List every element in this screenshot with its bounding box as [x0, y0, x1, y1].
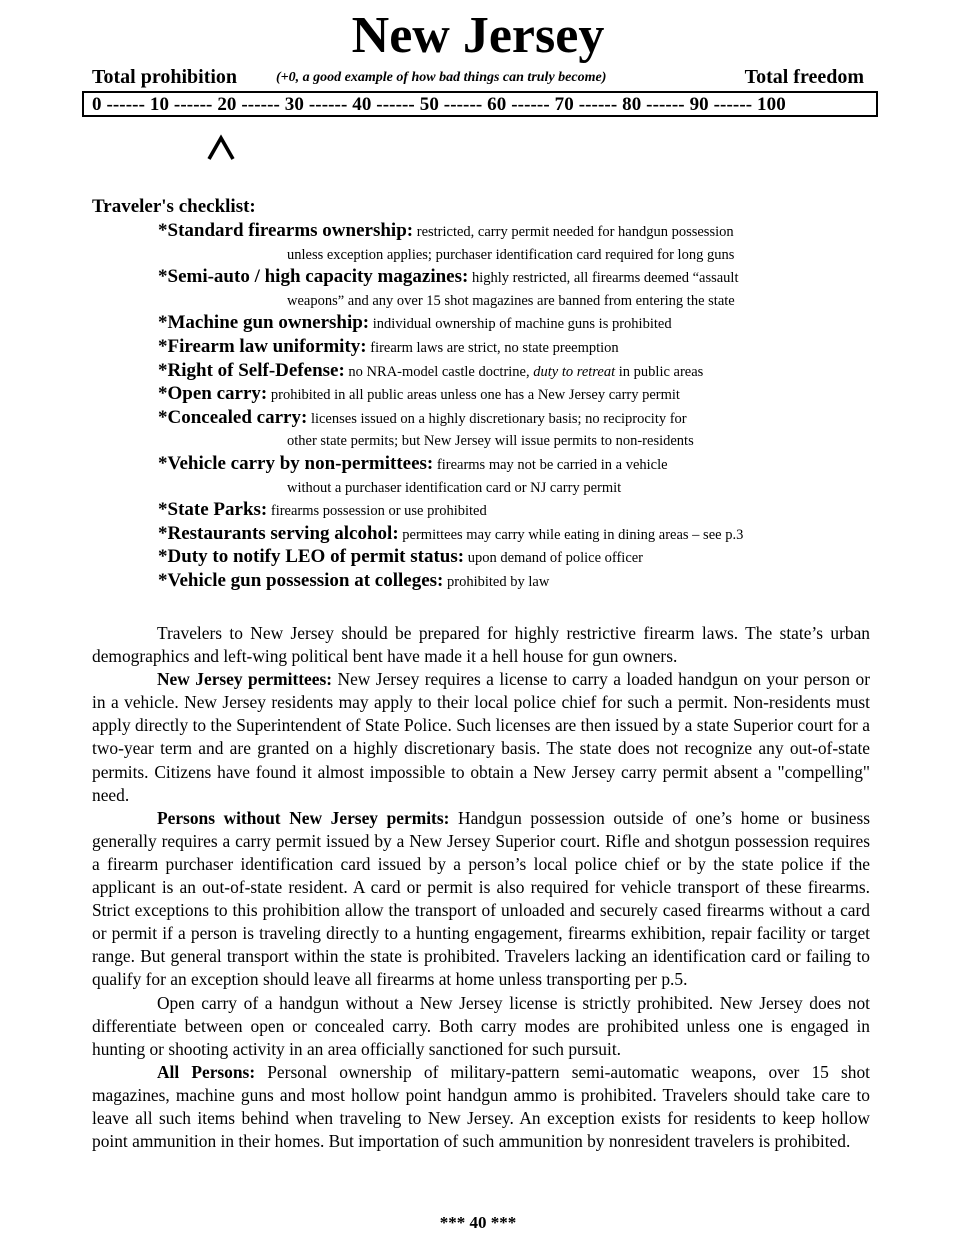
checklist-desc: prohibited by law [447, 573, 550, 590]
rating-scale-box [82, 91, 878, 117]
checklist-term: *Concealed carry: [158, 406, 308, 428]
checklist-desc-continued: unless exception applies; purchaser identification card required for long guns [287, 246, 735, 263]
checklist-desc: upon demand of police officer [467, 550, 644, 567]
scale-note: (+0, a good example of how bad things can truly become) [276, 70, 607, 85]
checklist-item [158, 546, 878, 570]
checklist-term: *Vehicle gun possession at colleges: [158, 569, 444, 591]
checklist-desc: no NRA-model castle doctrine, [348, 363, 530, 380]
checklist-desc: restricted, carry permit needed for handgun possession [416, 224, 734, 240]
rating-marker-icon [206, 134, 236, 162]
checklist-term: *Semi-auto / high capacity magazines: [158, 266, 469, 288]
checklist-desc: individual ownership of machine guns is prohibited [372, 316, 672, 333]
checklist-desc-continued: other state permits; but New Jersey will issue permits to non-residents [287, 433, 694, 450]
checklist-item [158, 383, 878, 407]
checklist-item [158, 220, 878, 266]
checklist-term: *State Parks: [158, 499, 268, 521]
checklist-desc-continued: without a purchaser identification card or NJ carry permit [287, 479, 622, 496]
checklist-item [158, 266, 878, 312]
rating-scale-header [92, 66, 864, 90]
checklist-item [158, 499, 878, 523]
checklist-item [158, 453, 878, 499]
checklist-item [158, 570, 878, 594]
paragraph-text: Personal ownership of military-pattern semi-automatic weapons, over 15 shot magazines, machine guns and most hollow point handgun ammo is prohibited. Travelers should take care to leave all such items behind when traveling to New Jersey. An exception exists for residents to keep hollow point ammunition in their homes. But importation of such ammunition by nonresident travelers is prohibited. [92, 1061, 870, 1152]
checklist-desc: in public areas [618, 363, 704, 380]
paragraph-nj-permittees [92, 668, 870, 807]
paragraph-text: Travelers to New Jersey should be prepared for highly restrictive firearm laws. The state’s urban demographics and left-wing political bent have made it a hell house for gun owners. [92, 623, 870, 667]
paragraph-open-carry [92, 992, 870, 1061]
checklist-term: *Standard firearms ownership: [158, 220, 414, 241]
checklist-desc: firearms possession or use prohibited [270, 503, 487, 520]
checklist-desc: highly restricted, all firearms deemed “assault [471, 270, 739, 287]
checklist-desc: firearm laws are strict, no state preemption [370, 339, 619, 356]
checklist-desc-emphasis: duty to retreat [533, 363, 616, 380]
scale-right-label: Total freedom [744, 66, 864, 88]
travelers-checklist [158, 220, 878, 594]
page-title: New Jersey [351, 7, 605, 64]
paragraph-intro [92, 622, 870, 668]
paragraph-text: Handgun possession outside of one’s home or business generally requires a carry permit issued by a New Jersey Superior court. Rifle and shotgun possession requires a firearm purchaser identification card issued by a person’s local police chief or by the state police if the applicant is an out-of-state resident. A card or permit is also required for vehicle transport of these firearms. Strict exceptions to this prohibition allow the transport of unloaded and securely cased firearms without a card or permit if a person is traveling directly to a hunting engagement, firearms exhibition, repair facility or target range. But general transport within the state is prohibited. Travelers lacking an identification card or failing to qualify for an exception should leave all firearms at home unless transporting per p.5. [92, 807, 870, 990]
rating-scale-numbers: 0 ------ 10 ------ 20 ------ 30 ------ 40 ------ 50 ------ 60 ------ 70 ------ 80 ------ 90 ------ 100 [92, 94, 786, 115]
scale-left-label: Total prohibition [92, 66, 238, 88]
checklist-term: *Vehicle carry by non-permittees: [158, 452, 434, 474]
checklist-item [158, 407, 878, 453]
checklist-term: *Machine gun ownership: [158, 312, 370, 334]
checklist-heading: Traveler's checklist: [92, 196, 256, 217]
checklist-desc: prohibited in all public areas unless one has a New Jersey carry permit [270, 387, 680, 404]
checklist-term: *Open carry: [158, 383, 268, 405]
checklist-item [158, 523, 878, 547]
checklist-desc: licenses issued on a highly discretionary basis; no reciprocity for [310, 410, 687, 427]
checklist-term: *Duty to notify LEO of permit status: [158, 546, 465, 568]
body-text [92, 622, 870, 1153]
paragraph-all-persons [92, 1061, 870, 1153]
checklist-term: *Firearm law uniformity: [158, 335, 367, 357]
checklist-item [158, 312, 878, 336]
checklist-desc: firearms may not be carried in a vehicle [436, 456, 668, 473]
checklist-item [158, 360, 878, 384]
paragraph-text: Open carry of a handgun without a New Jersey license is strictly prohibited. New Jersey does not differentiate between open or concealed carry. Both carry modes are prohibited unless one is engaged in hunting or shooting activity in an area officially sanctioned for such pursuit. [92, 992, 870, 1059]
paragraph-lead: All Persons: [157, 1061, 256, 1082]
paragraph-lead: New Jersey permittees: [157, 669, 333, 690]
paragraph-non-permittees [92, 807, 870, 992]
paragraph-text: New Jersey requires a license to carry a loaded handgun on your person or in a vehicle. New Jersey residents may apply to their local police chief for such a permit. Non-residents must apply directly to the Superintendent of State Police. Such licenses are then issued by a state Superior court for a two-year term and are granted on a highly discretionary basis. The state does not recognize any out-of-state permits. Citizens have found it almost impossible to obtain a New Jersey carry permit absent a "compelling" need. [92, 669, 870, 805]
checklist-term: *Restaurants serving alcohol: [158, 522, 399, 544]
page-number: *** 40 *** [439, 1213, 517, 1232]
checklist-desc-continued: weapons” and any over 15 shot magazines are banned from entering the state [287, 292, 735, 309]
checklist-term: *Right of Self-Defense: [158, 359, 345, 381]
checklist-item [158, 336, 878, 360]
paragraph-lead: Persons without New Jersey permits: [157, 807, 450, 828]
checklist-desc: permittees may carry while eating in dining areas – see p.3 [402, 526, 744, 543]
